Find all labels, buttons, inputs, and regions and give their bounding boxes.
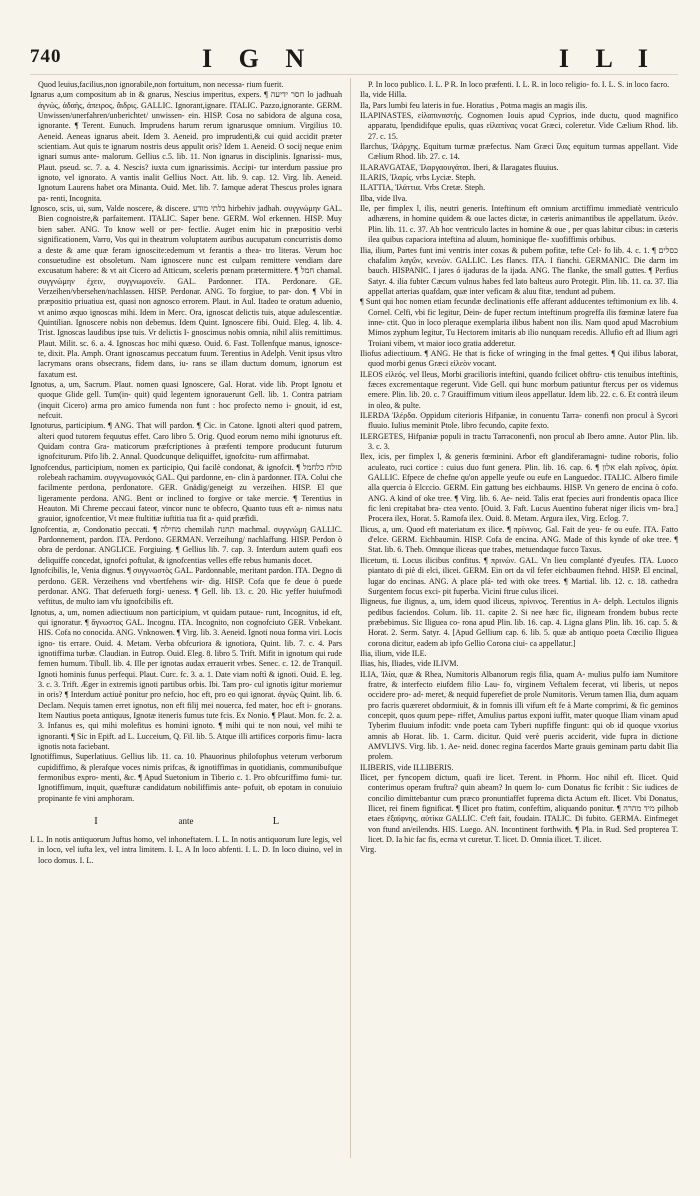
dictionary-entry: I. L. In notis antiquorum Juftus homo, vel inhoneftatem. I. L. In notis antiquorum Iure legis, vel in loco, vel iufta lex, vel intra limitem. I. L. A In loco abfenti. I. L. D. In loco diuino, vel in loco domus. I. L. (30, 835, 342, 865)
dictionary-entry: Ignotiffimus, Superlatiuus. Gellius lib. 11. ca. 10. Phauorinus philofophus veterum verborum cupidiffimo, & plerafque voces nimis prifcas, & ignotiffimas in quotidianis, communibufque fermonibus expro- menti, &c. ¶ Apud Suetonium in Tiberio c. 1. Pro obfcuriffimo fumi- tur. Ignotiffimum, inquit, quæfturæ candidatum nobiliffimis ante- pofuit, ob epotam in conuiuio propinante fe vini amphoram. (30, 752, 342, 803)
section-letter: I (94, 816, 98, 828)
section-connector: ante (178, 816, 194, 827)
dictionary-entry: ILARAVGATAE, Ἰλαργαουγάται. Iberi, & Ilaragates fluuius. (360, 162, 559, 172)
dictionary-entry: ILIBERIS, vide ILLIBERIS. (360, 762, 454, 772)
dictionary-entry: Ignotus, a, um, nomen adiectiuum non participium, vt quidam putaue- runt, Incognitus, id eft, qui ignoratur. ¶ ἄγνωστος GAL. Incognu. ITA. Incognito, non cognofciuto GER. Vnbekant. HIS. Cofa no conocida. ANG. Vnknowen. ¶ Virg. lib. 3. Aeneid. Ignoti noua forma viri. Locis igno- tis errare. Ouid. 4. Metam. Verba obfcuriora & ignotiora, Quint. lib. 7. c. 4. Pars ignotiffima turbæ. Claudian. in Eutrop. Ouid. Eleg. 8. libro 5. Trift. Mifit in ignotum qui rude femen humum. Tibull. lib. 4. Ille per ignotas audax errauerit vrbes. Senec. c. 12. de Tranquil. Ignoti hominis funus perfequi. Plaut. Curc. fc. 3. a. 1. Date viam noftì & ignoti. Ouid. E. leg. 3. c. 3. Trift. Æger in extremis ignoti partibus orbis. Ibi. Tam pro- cul ignotis igitur moriemur in oris? ¶ Interdum actiuè ponitur pro nefcio, hoc eft, pro eo qui ignorat. ἀγνὼς Quint. lib. 6. Declam. Nequis tamen erret ignotus, non eft filij mei nouerca, fed mater, hoc eft i- gnorans. Item Nautius poeta antiquus, Ignotæ iteneris fumus tute fcis. Ex Nonio. ¶ Plaut. Mon. fc. 2. a. 3. Infanus es, qui mihi molefitus es homini ignoto. ¶ mihi qui te non noui, vel mihi te ignoranti. ¶ Sic in Epift. ad L. Lucceium, Q. Fil. lib. 5. Atque illi artifices corporis fimu- lacra ignotis nota faciebant. (30, 607, 342, 751)
dictionary-entry: Ile, per fimplex l, ilis, neutri generis. Inteftinum eft omnium arctiffimu immediatè ventriculo adhærens, in homine quidem & oue lactes dictæ, in cæteris animantibus ile appellatum. ἰλεόν. Plin. lib. 11. c. 37. Ab hoc ventriculo lactes in homine & oue , per quas labitur cibus: in cæteris ilea quibus capaciora inteftina ad aluum, hominique fle- xuofiffimis orbibus. (360, 204, 678, 245)
dictionary-entry: Virg. (360, 845, 377, 855)
dictionary-entry: Iliofus adiectiuum. ¶ ANG. He that is ficke of wringing in the fmal gettes. ¶ Qui ilibus laborat, quod morbi genus Græci εἰλεὸν vocant. (360, 348, 678, 369)
entry-continuation: P. In loco publico. I. L. P R. In loco præfenti. I. L. R. in loco religio- fo. I. L. S. in loco facro. (368, 80, 670, 89)
dictionary-entry: ILIA, Ἰλία, quæ & Rhea, Numitoris Albanorum regis filia, quam A- mulius pulfo iam Numitore fratre, & interfecto eiufdem filio Lau- fo, virginem Veftalem fecerat, vti liberis, ut nepos occidere pro- ad- meret, & nequid fuperefiet de prole Numitoris. Verum tamen Ilia, dum aquam pro facris quæreret obdormiuit, & in fomnis illi vifum eft fe à Marte comprimi, & fic geminos concepit, quos quum pepe- riffet, Amulius partus exponi iuffit, mater quoque Iliam vinam apud Tyberim fluuium infodit: vnde poeta cam Tyberi nupfiffe fingunt: qui ob id quoque vxorius amnis ab Horat. lib. 1. Carm. dicitur. Quid verè pueris acciderit, vide fupra in dictione AMVLIVS. Virg. lib. 1. Ae- neid. donec regina facerdos Marte grauis geminam partu dabit Ilia prolem. (360, 669, 678, 762)
dictionary-entry: Ignofcentia, æ, Condonatio peccati. ¶ מחילה chemilah תחנה machmal. συγγνώμη GALLIC. Pardonnement, pardon. ITA. Perdono. GERMAN. Verzeihung/ nachlaffung. HISP. Perdon ò obra de perdonar. ANGLICE. Forgiuing. ¶ Gellius lib. 7. cap. 3. Interdum autem quafi eos deliquiffe concedat, ignofci poftulat, & ignofcentias velles effe rebus humanis docet. (30, 524, 342, 565)
dictionary-entry: Ilicus, a, um. Quod eft materiatum ex ilice. ¶ πρίνινος. Gal. Fait de yeu- fe ou eufe. ITA. Fatto d'elce. GERM. Eichbaumin. HISP. Cofa de encina. ANG. Made of this kynde of oke tree. ¶ Stat. lib. 6. Theb. Omnque iliceas que trabes, metuendaque fucco Taxus. (360, 524, 678, 555)
dictionary-entry: Ignofcendus, participium, nomen ex participio, Qui facilè condonat, & ignofcit. ¶ סולח כלחמל rolebeah rachamim. συγγνωμονικός GAL. Qui pardonne, en- clin à pardonner. ITA. Colui che facilmente perdona, perdonatore. GER. Gnädig/geneigt zu verzeihen. HISP. El que ligeramente perdona. ANG. Bent or inclined to forgive or take mercie. ¶ Terentius in Heauton. Mi Chreme peccaui fateor, vincor nunc te obfecro, Quanto tuus eft a- nimus natu grauior, ignofcentior, Vt meæ ftultitiæ iuftitia tua fit a- quid præfidi. (30, 462, 342, 524)
page-header (30, 46, 678, 72)
section-letter: L (272, 816, 280, 828)
dictionary-entry: ILERGETES, Hifpaniæ populi in tractu Tarraconenfi, non procul ab Ibero amne. Autor Plin. lib. 3. c. 3. (360, 431, 678, 452)
dictionary-entry: Ilia, ilium, vide ILE. (360, 648, 427, 658)
dictionary-entry: Ignotus, a, um, Sacrum. Plaut. nomen quasi Ignoscere, Gal. Horat. vide lib. Propt Ignotu et quoque Glide gell. Tum(in- quit) quid legentem ignorauerunt Gell. lib. 1. Contra patriam (inquit Cicero) arma pro amico fumenda non funt : hoc profecto nemo i- gnouit, id est, nefcuit. (30, 379, 342, 420)
dictionary-entry: Ilias, his, Iliades, vide ILIVM. (360, 659, 459, 669)
column-divider (350, 78, 351, 1158)
guide-word-right: I L I (558, 44, 658, 73)
dictionary-entry: Ignofcibilis, le, Venia dignus. ¶ συγγνωστὸς GAL. Pardonnable, meritant pardon. ITA. Degno di perdono. GER. Verzeihens vnd vbertfehens wir- dig. HISP. Cofa que fe deue ò puede perdonar. ANG. That deferueth forgi- ueness. ¶ Gell. lib. 13. c. 20. Hic yeffer huiufmodi veftitus, de multo iam vfu ignofcibilis eft. (30, 566, 342, 607)
header-rule (30, 74, 678, 75)
dictionary-entry: Ilicetum, ti. Locus ilicibus confitus. ¶ πρινών. GAL. Vn lieu complanté d'yeufes. ITA. Luoco piantato di piè di elci, ilicei. GERM. Ein ort da vil fefer eichbaumen ftehnd. HISP. El encinal, lugar do encinas. ANG. A place plá- ted with oke trees. ¶ Martial. lib. 12. c. 18. cathedra Surgentem focus exci- pit fuperba. Vicini ftrue culus ilicei. (360, 555, 678, 596)
dictionary-entry: Iligneus, fue ilignus, a, um, idem quod iliceus, πρίνινος. Terentius in A- delph. Lectulos ilignis pedibus faciendos. Colum. lib. 11. capite 2. Si nee hæc fic, iligneam frondem bubus recte præbebimus. Sic Iliguea co- rona apud Plin. lib. 16. cap. 4. Ligna glans Plin. lib. 16. cap. 5. & Horat. 2. Serm. Satyr. 4. [Apud Gellium cap. 6. lib. 5. quæ ab antiquo poeta Cœcilio Iliguea corona dicitur, eadem ab ipfo Gellio Corona ciui- ca appellatur.] (360, 597, 678, 648)
dictionary-entry: Ila, Pars lumbi feu lateris in fue. Horatius , Potma magis an magis ilis. (360, 100, 588, 110)
dictionary-entry: Ilicet, per fyncopem dictum, quafi ire licet. Terent. in Phorm. Hoc nihil eft. Ilicet. Quid conterimus operam fruftra? quin abeam? In quem lo- cum Donatus fic fcribit : Sic iudices de concilio dimittebantur cum præco pronuntiaffet fuprema dicta Actum eft. Ilicet. Vbi Donatus, Ilicet, rei finem fignificat. ¶ Ilicet pro ftatim, confeftim, aliquando ponitur. ¶ מיד מהרה pilhob etaes ἐξαίφνης, αὐτίκα GALLIC. C'eft fait, foudain. ITALIC. Di fubito. GERMA. Einfmeget von ftund an/eilendts. HIS. Luego. AN. Incontinent forthwith. ¶ Pla. in Rud. Sed propterea T. licet. D. Ia hic fac fis, ecrna vt curetur. T. licet. D. Omnia ilicet. T. ilicet. (360, 773, 678, 845)
entry-continuation: Quod leuius,facilius,non ignorabile,non fortuitum, non necessa- rium fuerit. (38, 80, 284, 89)
dictionary-entry: ILATTIA, Ἰλάττια. Vrbs Cretæ. Steph. (360, 183, 486, 193)
section-heading (30, 814, 342, 829)
dictionary-entry: Ignosco, scis, ui, sum, Valde noscere, & discere. בלתי מודע hirbehiv jadhah. συγγνώμην GAL. Bien cognoistre,& parfaitement. ITALIC. Saper bene. GERM. Wol erkennen. HISP. Muy bien saber. ANG. To know well or per- fectlie. Auget enim hic in præpositio verbi significationem, Varro, Vos qui in theatrum voluptatem auribus aucupatum concurristis domo a deste & ame quæ feram ignoscite:edemum vt ferantis a thea- tro literas. Verum hoc consuetudine est obsoletum. Nam ignoscere nunc est culpam remittere vendiam dare excusatum habere: & vt ait Cicero ad Atticum, sceleris pœnam prætermittere. ¶ חמל chamal. συγγνώμην ἐχειν, συγγνωμονεῖν. GAL. Pardonner. ITA. Perdonare. GE. Verzeihen/vbersehen/nachlassen. HISP. Perdonar. ANG. To forgiue, to par- don. ¶ Vbi in præpositio priuatiua est, quasi non agnosco errorem. Plaut. in Aul. Itadeo te oratum aduenio, vt animo æquo ignoscas mihi. Idem in Merc. Ora, ignoscat delictis tuis, atque adulescentiæ. Quintilian. Ignoscere nobis non debemus. Idem Quint. Ignoscere fibi. Ouid. Eleg. 4. lib. 4. Trist. Ignoscas laudibus ipse tuis. Vr delictis I- gnoscimus nobis omnia, nihil aliis remittimus. Plaut. Milit. sc. 6. a. 4. Ignoscas hoc mihi quæso. Ouid. 6. Fast. Tollenfque manus, ignosce- te, dixit. Pla. Amph. Orant ignoscamus peccatum fuum. Terentius in Adelph. Venit ipsus vltro lacrymans orans obsecrans, fidem dans, iu- rans se illam ductum domum, ignorum est faxatum est. (30, 204, 342, 379)
guide-word-left: I G N (202, 44, 315, 73)
dictionary-entry: Ignoturus, participium. ¶ ANG. That will pardon. ¶ Cic. in Catone. Ignoti alteri quod patrem, alteri quod tutorem fequutus effet. Caro libro 5. Orig. Quod eorum nemo mihi ignoturus eft. Quidam contra Gra- maticorum præfcriptiones à præfenti tempore producunt futurum ignofciturum. Pifo lib. 2. Annal. Quodcunque deliquiffet, ignofcitu- rum affirmabat. (30, 421, 342, 462)
dictionary-entry: Ilarchus, Ἰλάρχης. Equitum turmæ præfectus. Nam Græci ἴλας equitum turmas appellant. Vide Cælium Rhod. lib. 27. c. 14. (360, 142, 678, 162)
right-column (360, 80, 678, 1156)
dictionary-entry: ILARIS, Ἰλαρίς. vrbs Lyciæ. Steph. (360, 173, 476, 183)
page-number: 740 (30, 46, 62, 67)
dictionary-entry: ILEOS εἰλεός. vel Ileus, Morbi gracilioris inteftini, quando fcilicet obftru- ctis tenuibus inteftinis, fæces excrementaque regerunt. Vide Gell. qui hunc morbum patiuntur ftercus per os videmus emere. Plin. lib. 20. c. 7 Grauiffimum vitium ileos appellatur. Idem lib. 22. c. 6. Et contrà ileum in oleo, & pulte. (360, 369, 678, 410)
left-column (30, 80, 342, 1156)
dictionary-entry: Ilia, ilium, Partes funt imi ventris inter coxas & pubem pofitæ, tefte Cel- fo lib. 4. c. 1. ¶ כסלים chafalim λαγῶν, κενεών. GALLIC. Les flancs. ITA. I fianchi. GERMANIC. Die darm im bauch. HISPANIC. I jares ó ijaduras de la ijada. ANG. The flanke, the small guttes. ¶ Perfius Satyr. 4. ilia fubter Cæcum vulnus habes fed lato balteus auro Protegit. Plin. lib. 11. ca. 37. Ilia appellat arterias quafdam, quæ inter veficam & aluu fitæ, tendunt ad pubem. (360, 245, 678, 296)
dictionary-entry: Ilex, icis, per fimplex l, & generis fœminini. Arbor eft glandiferamagni- tudine roboris, folio aculeato, ruci cortice : cuius duo funt genera. Plin. lib. 16. cap. 6. ¶ אלון elah πρῖνος, ἀρία. GALLIC. Efpece de chefne qu'on appelle yeufe ou eufe en Languedoc. ITALIC. Albero fimile alla quercia ò Elcccio. GERM. Ein gattung bes eichbaums. HISP. Vn genero de encina ò cofo. ANG. A kind of oke tree. ¶ Virg. lib. 6. Ae- neid. Talis erat fpecies auri frondentis opaca Ilice fic leni crepitabat bra- ctea vento. [Ouid. 3. Faft. Lucus Auentino fuberat niger ilicis vm- bra.] Procera ilex, Horat. 5. Ramofa ilex. Ouid. 8. Metam. Argura ilex, Virg. Eclog. 7. (360, 452, 678, 524)
dictionary-entry: Ignarus a,um compositum ab in & gnarus, Nescius imperitus, expers. ¶ חסר ידיעה lo jadhuah ἀγνὼς, ἀδαὴς, ἀπειρος, ἄιδρις. GALLIC. Ignorant,ignare. ITALIC. Pazzo,ignorante. GERM. Unwissen/unerfahren/unberichtet/ unwissen- ein. HISP. Cosa no sabidora de alguna cosa, ignorante. ¶ Terent. Eunuch. Imprudens harum rerum ignarusque omnium. Virgilius 10. Aeneid. Aeneas ignarus abeit. Idem 3. Aeneid. pro imprudenti,& cui quid accidit præter scientiam. Aut quis te ignarum nostris deus appulit oris? Idem 1. Aeneid. O socij neque enim ignari sumus ante- malorum. Gellius c.5. lib. 11. Non ignarus in disciplinis. Ignarissi- mus, Plaut. pseud. sc. 7. a. 4. Nescis? iuxta cum ignarissimis. Accipi- tur interdum passiue pro ignoto, vel ignorato. A vantis inalit Gellius Noct. Att. lib. 9. cap. 12. Virg. lib. Aeneid. Ignotum Laurens habet ora Minanta. Ouid. Met. lib. 7. Iamque aderat Thescus proles ignara pa- renti, Incognita. (30, 90, 342, 203)
dictionary-entry: ILERDA Ἰλέρδα. Oppidum citerioris Hifpaniæ, in conuentu Tarra- conenfi non procul à Sycori fluuio. Iulius meminit Ptole. libro fecundo, capite fexto. (360, 411, 678, 431)
dictionary-entry: Ila, vide Hilla. (360, 90, 407, 100)
dictionary-entry: ¶ Sunt qui hoc nomen etiam fecundæ declinationis effe afferant adducentes teftimonium ex lib. 4. Cornel. Celfi, vbi fic legitur, Dein- de fuper rectum inteftinum progreffa ilis fœminæ latere fua inne- ctit. Quo in loco pleraque exemplaria ilibus habent non ilis. Nam quod apud Macrobium Mimos zyphum legitur, Tu Hectorem imitaris ab ilio nunquam recedis. Allufio eft ad Ilium agri Troiani vibem, vt maior ioco gratia adderetur. (360, 297, 678, 348)
dictionary-entry: Ilba, vide Ilva. (360, 193, 408, 203)
dictionary-entry: ILAPINASTES, εἰλαπιναστής. Cognomen Iouis apud Cyprios, inde ductu, quod magnifico apparatu, lpendidifque epulis, quas εἰλαπίνας vocat Græci, coleretur. Vide Cælium Rhod. lib. 27. c. 15. (360, 111, 678, 141)
